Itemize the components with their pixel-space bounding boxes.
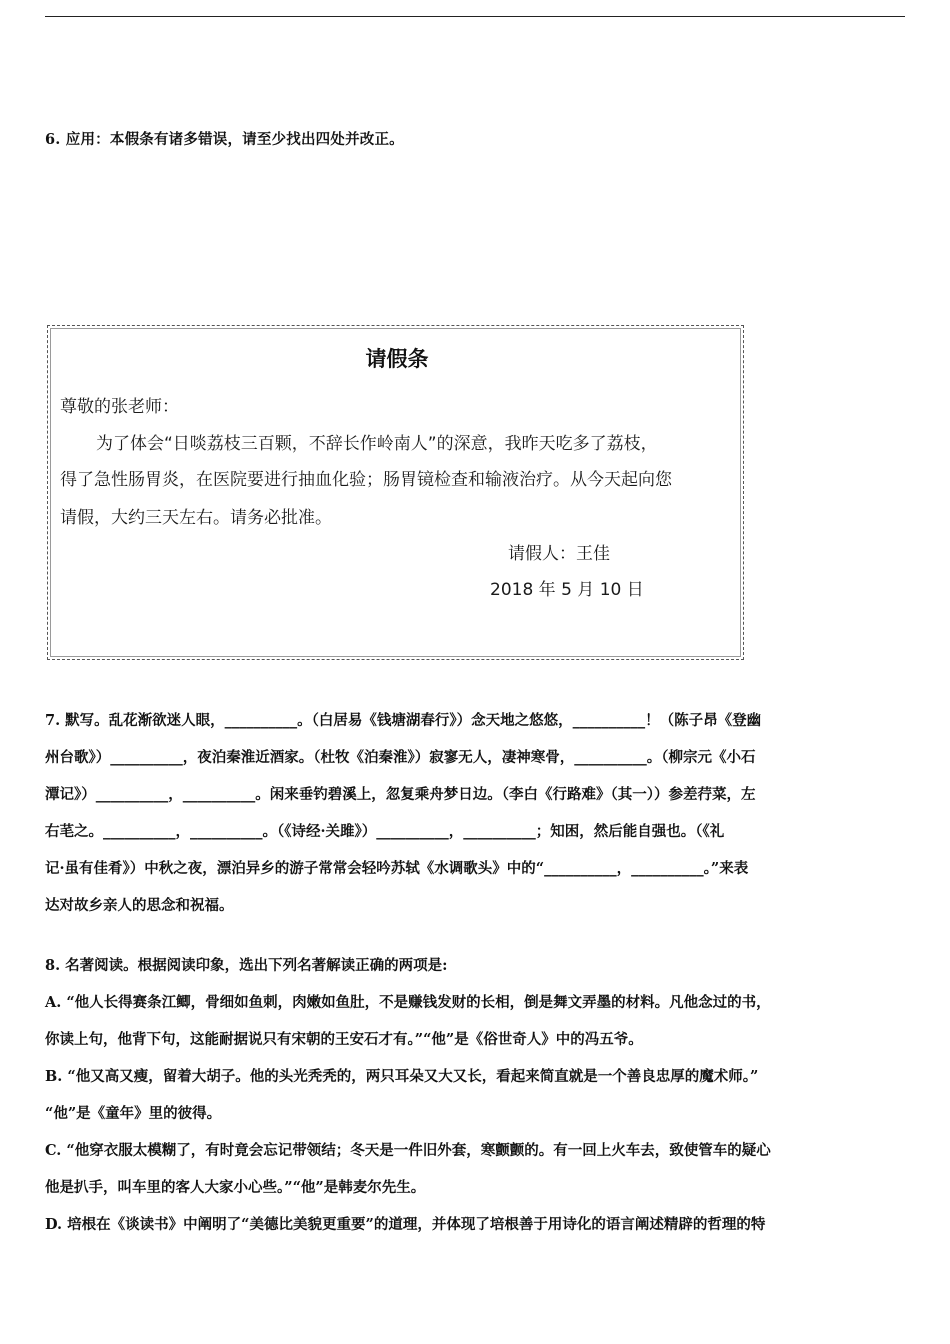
option-b-line: “他”是《童年》里的彼得。 <box>45 1105 222 1122</box>
note-date: 2018 年 5 月 10 日 <box>490 580 644 600</box>
question-6: 6. 应用：本假条有诸多错误，请至少找出四处并改正。 <box>45 131 404 148</box>
option-d-line: D. 培根在《谈读书》中阐明了“美德比美貌更重要”的道理，并体现了培根善于用诗化的语言阐述精辟的哲理的特 <box>45 1216 766 1233</box>
question-7-line: 潭记》）__________，__________。闲来垂钓碧溪上，忽复乘舟梦日边。（李白《行路难》（其一））参差荇菜，左 <box>45 786 756 803</box>
option-b-line: B. “他又高又瘦，留着大胡子。他的头光秃秃的，两只耳朵又大又长，看起来简直就是一个善良忠厚的魔术师。” <box>45 1068 759 1085</box>
question-7-line: 记·虽有佳肴》）中秋之夜，漂泊异乡的游子常常会轻吟苏轼《水调歌头》中的“__________，__________。”来表 <box>45 860 749 877</box>
note-body-line: 为了体会“日啖荔枝三百颗，不辞长作岭南人”的深意，我昨天吃多了荔枝， <box>96 434 658 454</box>
question-8-stem: 8. 名著阅读。根据阅读印象，选出下列名著解读正确的两项是: <box>45 957 448 974</box>
question-7-line: 7. 默写。乱花渐欲迷人眼，__________。（白居易《钱塘湖春行》）念天地之悠悠，__________！（陈子昂《登幽 <box>45 712 762 729</box>
question-7-line: 州台歌》）__________，夜泊秦淮近酒家。（杜牧《泊秦淮》）寂寥无人，凄神寒骨，__________。（柳宗元《小石 <box>45 749 756 766</box>
question-7-line: 达对故乡亲人的思念和祝福。 <box>45 897 234 914</box>
question-8 <box>45 947 905 1243</box>
option-c-line: C. “他穿衣服太模糊了，有时竟会忘记带领结；冬天是一件旧外套，寒颤颤的。有一回上火车去，致使管车的疑心 <box>45 1142 771 1159</box>
leave-note-box <box>47 325 744 660</box>
note-body-line: 请假，大约三天左右。请务必批准。 <box>60 508 332 528</box>
option-a-line: 你读上句，他背下句，这能耐据说只有宋朝的王安石才有。”“他”是《俗世奇人》中的冯五爷。 <box>45 1031 643 1048</box>
top-rule <box>45 16 905 17</box>
note-signature: 请假人：王佳 <box>508 544 610 564</box>
note-greeting: 尊敬的张老师： <box>60 397 179 417</box>
option-a-line: A. “他人长得赛条江鲫，骨细如鱼刺，肉嫩如鱼肚，不是赚钱发财的长相，倒是舞文弄墨的材料。凡他念过的书， <box>45 994 771 1011</box>
question-7 <box>45 702 905 924</box>
question-7-line: 右芼之。__________，__________。（《诗经·关雎》）__________，__________；知困，然后能自强也。（《礼 <box>45 823 725 840</box>
note-body-line: 得了急性肠胃炎，在医院要进行抽血化验；肠胃镜检查和输液治疗。从今天起向您 <box>60 470 672 490</box>
note-title: 请假条 <box>365 347 429 371</box>
option-c-line: 他是扒手，叫车里的客人大家小心些。”“他”是韩麦尔先生。 <box>45 1179 426 1196</box>
